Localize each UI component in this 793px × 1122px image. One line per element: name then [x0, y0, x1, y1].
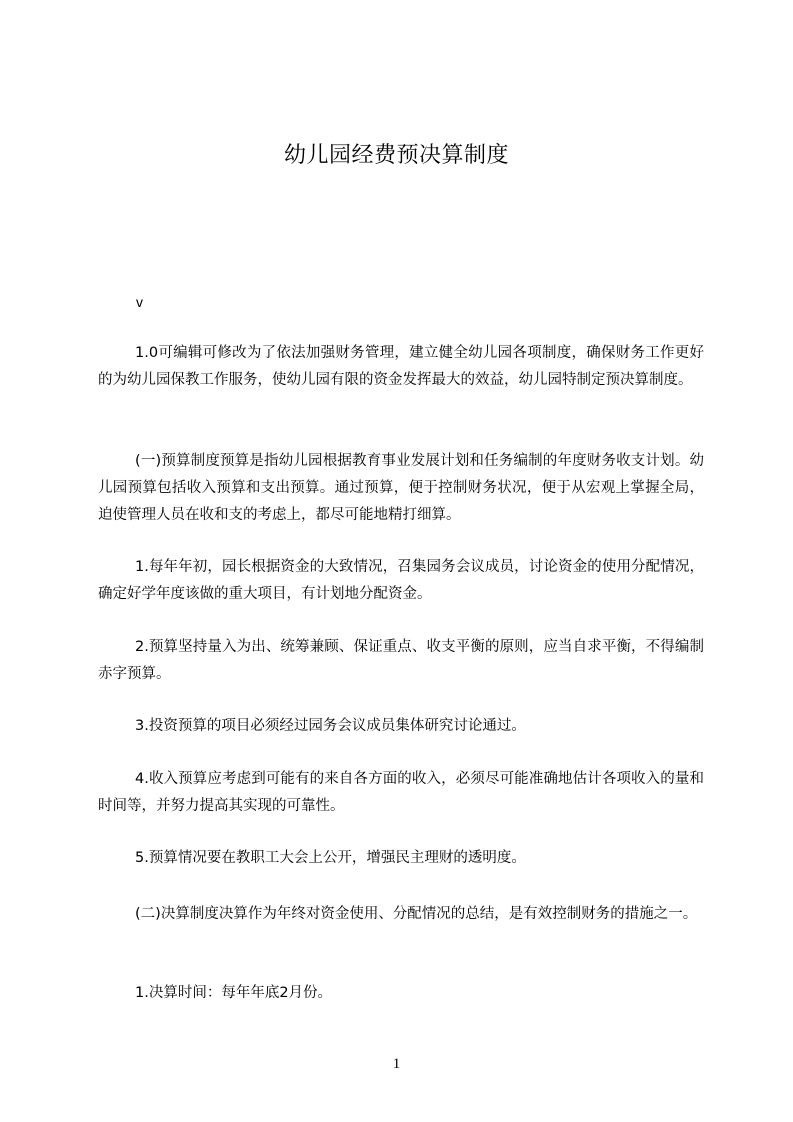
paragraph-budget-item-2: 2.预算坚持量入为出、统筹兼顾、保证重点、收支平衡的原则，应当自求平衡，不得编制赤字预算。	[98, 639, 704, 682]
paragraph-budget-item-5: 5.预算情况要在教职工大会上公开，增强民主理财的透明度。	[135, 850, 526, 866]
paragraph-budget-item-3: 3.投资预算的项目必须经过园务会议成员集体研究讨论通过。	[135, 718, 526, 734]
paragraph-final-accounts-item-1: 1.决算时间：每年年底2月份。	[135, 985, 333, 1001]
paragraph-budget-system: (一)预算制度预算是指幼儿园根据教育事业发展计划和任务编制的年度财务收支计划。幼儿园预算包括收入预算和支出预算。通过预算，便于控制财务状况，便于从宏观上掌握全局，迫使管理人员在收和支的考虑上，都尽可能地精打细算。	[98, 453, 704, 523]
paragraph-budget-item-4: 4.收入预算应考虑到可能有的来自各方面的收入，必须尽可能准确地估计各项收入的量和时间等，并努力提高其实现的可靠性。	[98, 771, 704, 814]
document-title: 幼儿园经费预决算制度	[283, 143, 509, 168]
paragraph-final-accounts-system: (二)决算制度决算作为年终对资金使用、分配情况的总结，是有效控制财务的措施之一。	[135, 906, 698, 922]
page-number: 1	[392, 1056, 401, 1072]
list-marker: v	[136, 294, 143, 310]
paragraph-budget-item-1: 1.每年年初，园长根据资金的大致情况，召集园务会议成员，讨论资金的使用分配情况，确定好学年度该做的重大项目，有计划地分配资金。	[98, 559, 704, 602]
paragraph-intro: 1.0可编辑可修改为了依法加强财务管理，建立健全幼儿园各项制度，确保财务工作更好的为幼儿园保教工作服务，使幼儿园有限的资金发挥最大的效益，幼儿园特制定预决算制度。	[98, 345, 704, 388]
